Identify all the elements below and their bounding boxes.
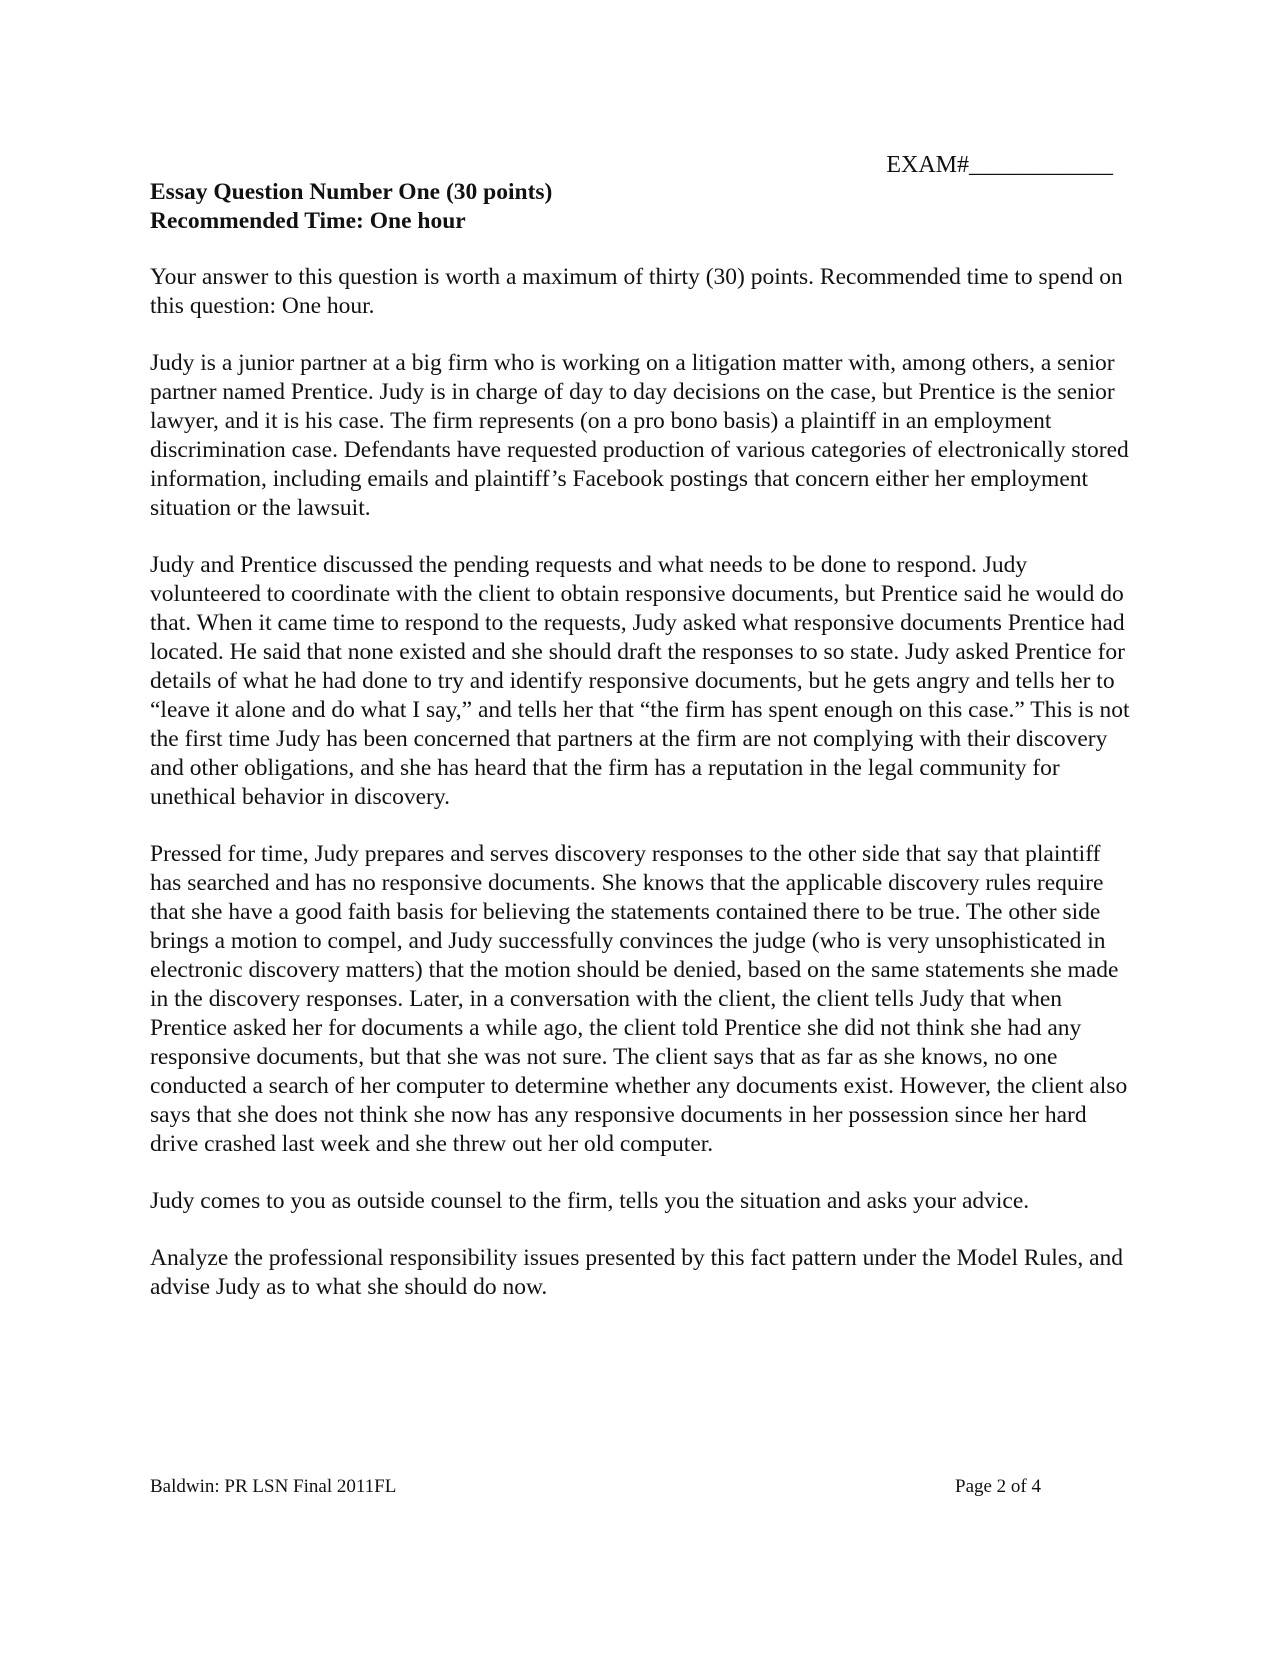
recommended-time: Recommended Time: One hour [150, 208, 466, 234]
question-body [150, 263, 1135, 1330]
exam-number-field: EXAM#____________ [886, 152, 1113, 178]
question-title: Essay Question Number One (30 points) [150, 179, 553, 205]
footer-course-label: Baldwin: PR LSN Final 2011FL [150, 1476, 397, 1497]
paragraph-discovery-responses: Pressed for time, Judy prepares and serves discovery responses to the other side that say that plaintiff has searched and has no responsive documents. She knows that the applicable discovery rules require that she have a good faith basis for believing the statements contained there to be true. The other side brings a motion to compel, and Judy successfully convinces the judge (who is very unsophisticated in electronic discovery matters) that the motion should be denied, based on the same statements she made in the discovery responses. Later, in a conversation with the client, the client tells Judy that when Prentice asked her for documents a while ago, the client told Prentice she did not think she had any responsive documents, but that she was not sure. The client says that as far as she knows, no one conducted a search of her computer to determine whether any documents exist. However, the client also says that she does not think she now has any responsive documents in her possession since her hard drive crashed last week and she threw out her old computer. [150, 841, 1128, 1157]
question-heading [150, 178, 1130, 236]
paragraph-task: Analyze the professional responsibility issues presented by this fact pattern under the Model Rules, and advise Judy as to what she should do now. [150, 1245, 1124, 1300]
paragraph-discussion: Judy and Prentice discussed the pending requests and what needs to be done to respond. Judy volunteered to coordinate with the client to obtain responsive documents, but Prentice said he would do that. When it came time to respond to the requests, Judy asked what responsive documents Prentice had located. He said that none existed and she should draft the responses to so state. Judy asked Prentice for details of what he had done to try and identify responsive documents, but he gets angry and tells her to “leave it alone and do what I say,” and tells her that “the firm has spent enough on this case.” This is not the first time Judy has been concerned that partners at the firm are not complying with their discovery and other obligations, and she has heard that the firm has a reputation in the legal community for unethical behavior in discovery. [150, 552, 1130, 810]
paragraph-background: Judy is a junior partner at a big firm who is working on a litigation matter with, among others, a senior partner named Prentice. Judy is in charge of day to day decisions on the case, but Prentice is the senior lawyer, and it is his case. The firm represents (on a pro bono basis) a plaintiff in an employment discrimination case. Defendants have requested production of various categories of electronically stored information, including emails and plaintiff’s Facebook postings that concern either her employment situation or the lawsuit. [150, 350, 1129, 521]
paragraph-advice-request: Judy comes to you as outside counsel to the firm, tells you the situation and asks your advice. [150, 1188, 1030, 1214]
paragraph-instructions: Your answer to this question is worth a maximum of thirty (30) points. Recommended time to spend on this question: One hour. [150, 264, 1123, 319]
footer-page-number: Page 2 of 4 [955, 1476, 1042, 1497]
